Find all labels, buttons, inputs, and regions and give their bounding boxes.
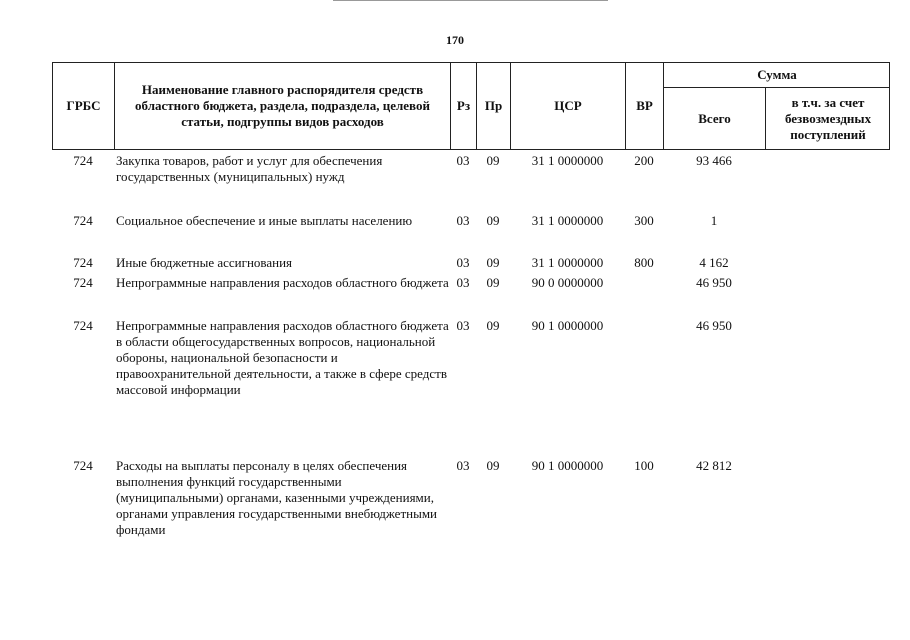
cell-csr: 90 1 0000000 — [531, 318, 604, 333]
cell-name: Иные бюджетные ассигнования — [116, 255, 293, 270]
header-vr: ВР — [626, 63, 664, 149]
header-sum: Сумма — [664, 63, 890, 88]
header-free: в т.ч. за счет безвозмездных поступлений — [784, 94, 872, 142]
cell-rz: 03 — [456, 275, 470, 290]
cell-rz: 03 — [456, 213, 470, 228]
cell-total: 1 — [710, 213, 718, 228]
cell-rz: 03 — [456, 153, 470, 168]
cell-pr: 09 — [486, 275, 500, 290]
header-rz: Рз — [451, 63, 477, 149]
cell-vr: 300 — [634, 213, 654, 228]
cell-grbs: 724 — [73, 255, 93, 270]
cell-grbs: 724 — [73, 318, 93, 333]
header-csr: ЦСР — [511, 63, 626, 149]
cell-name: Социальное обеспечение и иные выплаты населению — [116, 213, 413, 228]
cell-pr: 09 — [486, 213, 500, 228]
cell-name: Закупка товаров, работ и услуг для обеспечения государственных (муниципальных) нужд — [116, 153, 383, 184]
cell-rz: 03 — [456, 458, 470, 473]
cell-grbs: 724 — [73, 275, 93, 290]
top-rule — [333, 0, 608, 1]
header-name: Наименование главного распорядителя средств областного бюджета, раздела, подраздела, целевой статьи, подгруппы видов расходов — [115, 63, 451, 149]
cell-name: Расходы на выплаты персоналу в целях обеспечения выполнения функций государственными (муниципальными) органами, казенными учреждениями, органами управления государственными внебюджетными фондами — [116, 458, 438, 537]
cell-pr: 09 — [486, 153, 500, 168]
cell-grbs: 724 — [73, 153, 93, 168]
table-header — [52, 62, 890, 150]
cell-name: Непрограммные направления расходов областного бюджета — [116, 275, 449, 290]
cell-pr: 09 — [486, 255, 500, 270]
cell-grbs: 724 — [73, 458, 93, 473]
cell-rz: 03 — [456, 255, 470, 270]
cell-vr: 800 — [634, 255, 654, 270]
cell-csr: 90 1 0000000 — [531, 458, 604, 473]
cell-csr: 90 0 0000000 — [531, 275, 604, 290]
header-grbs: ГРБС — [53, 63, 115, 149]
cell-pr: 09 — [486, 458, 500, 473]
cell-vr: 200 — [634, 153, 654, 168]
cell-name: Непрограммные направления расходов областного бюджета в области общегосударственных вопросов, национальной обороны, национальной безопасности и правоохранительной деятельности, а также в сфере средств массовой информации — [116, 318, 449, 397]
cell-total: 46 950 — [696, 275, 732, 290]
cell-total: 93 466 — [696, 153, 732, 168]
cell-total: 4 162 — [699, 255, 729, 270]
page-number: 170 — [446, 33, 464, 47]
cell-total: 46 950 — [696, 318, 732, 333]
cell-rz: 03 — [456, 318, 470, 333]
cell-grbs: 724 — [73, 213, 93, 228]
cell-csr: 31 1 0000000 — [531, 213, 604, 228]
cell-pr: 09 — [486, 318, 500, 333]
cell-csr: 31 1 0000000 — [531, 153, 604, 168]
cell-csr: 31 1 0000000 — [531, 255, 604, 270]
header-total: Всего — [664, 88, 766, 149]
header-pr: Пр — [477, 63, 511, 149]
cell-total: 42 812 — [696, 458, 732, 473]
header-sum-group — [664, 63, 890, 149]
cell-vr: 100 — [634, 458, 654, 473]
